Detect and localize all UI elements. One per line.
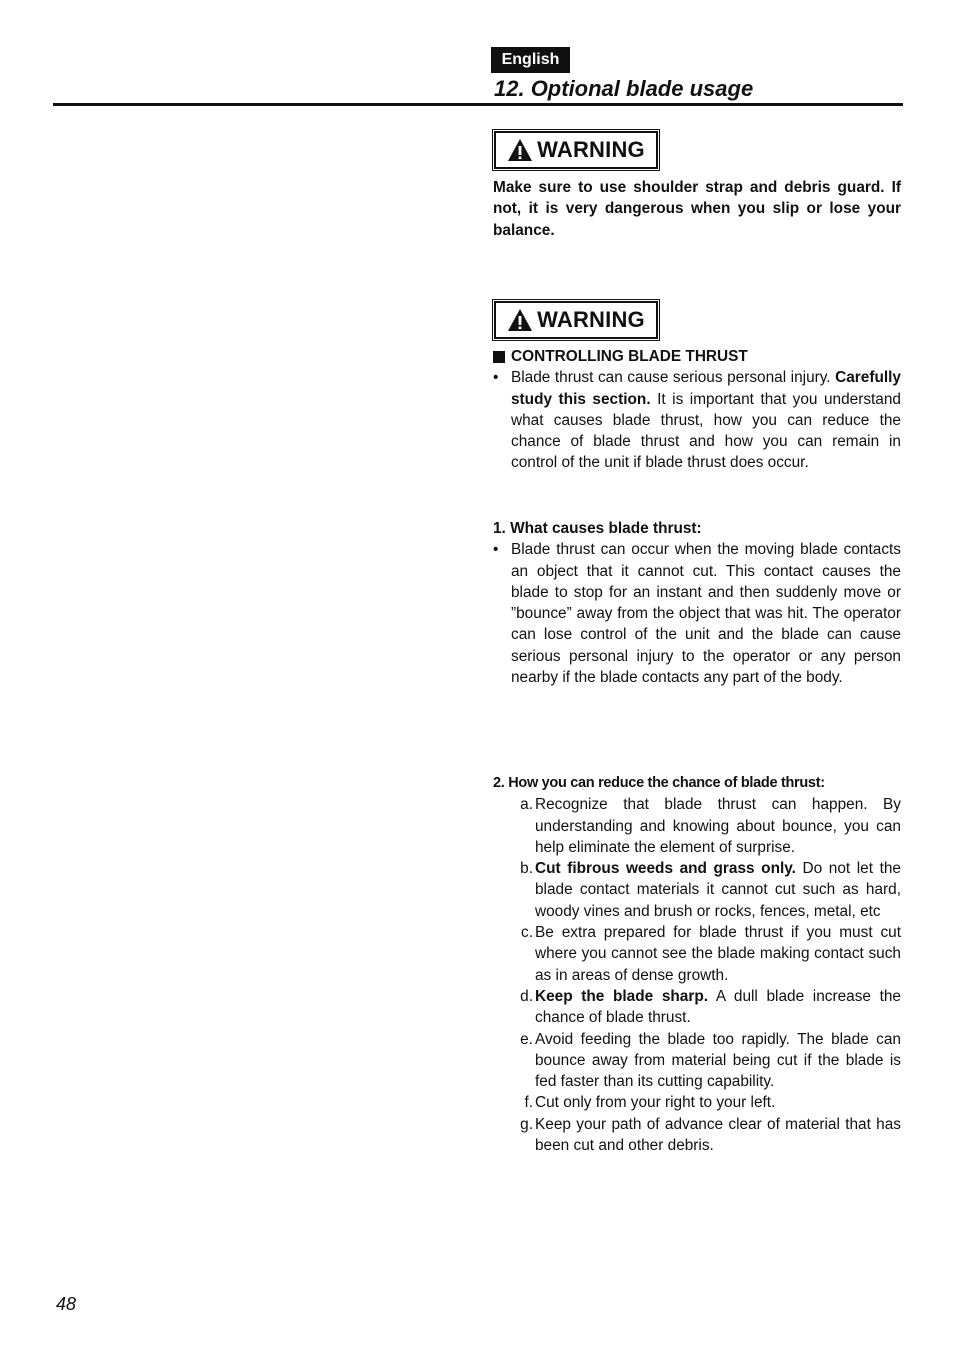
bullet-text-start: Blade thrust can cause serious personal injury. [511,369,836,387]
causes-block [493,518,901,688]
list-item [493,1114,901,1157]
warning-text: Make sure to use shoulder strap and debris guard. If not, it is very dangerous when you slip or lose your balance. [493,179,901,239]
warning-box [494,131,658,169]
bullet-paragraph [493,539,901,688]
subsection-heading-text: CONTROLLING BLADE THRUST [511,348,748,365]
list-item [493,858,901,922]
reduce-heading: 2. How you can reduce the chance of blade thrust: [493,775,825,791]
list-item-text: Recognize that blade thrust can happen. By understanding and knowing about bounce, you can help eliminate the element of surprise. [535,796,901,856]
bullet-paragraph [493,367,901,473]
list-item-text: Be extra prepared for blade thrust if you must cut where you cannot see the blade making contact such as in areas of dense growth. [535,924,901,984]
bullet-text-end: It is important that you understand what causes blade thrust, how you can reduce the chance of blade thrust and how you can remain in control of the unit if blade thrust does occur. [511,390,901,472]
list-item [493,794,901,858]
list-letter: b. [520,860,533,878]
warning-text-block [493,177,901,241]
warning-label: WARNING [537,137,645,162]
subsection-heading [493,346,901,367]
page-number: 48 [56,1294,77,1314]
header-rule [53,103,903,106]
bullet-text-bold: Carefully study this section. [511,369,901,408]
list-item [493,1029,901,1093]
list-item-text: Keep your path of advance clear of material that has been cut and other debris. [535,1115,901,1155]
causes-text: Blade thrust can occur when the moving blade contacts an object that it cannot cut. This contact causes the blade to stop for an instant and then suddenly move or ”bounce” away from the object that was hit. The operator can lose control of the unit and the blade can cause serious personal injury to the operator or any person nearby if the blade contacts any part of the body. [511,541,901,687]
list-item-text: A dull blade increase the chance of blade thrust. [535,987,901,1027]
list-item [493,1092,901,1113]
square-bullet-icon [493,351,505,363]
list-letter: f. [524,1094,533,1112]
list-letter: a. [520,796,533,814]
warning-triangle-icon [507,138,533,162]
warning-label: WARNING [537,307,645,332]
list-letter: d. [520,987,533,1005]
bullet-icon: • [493,369,499,387]
list-item [493,922,901,986]
list-item-bold: Cut fibrous weeds and grass only. [535,860,796,878]
list-item-text: Cut only from your right to your left. [535,1094,776,1112]
reduce-block [493,773,901,1156]
bullet-icon: • [493,541,499,559]
list-item-bold: Keep the blade sharp. [535,987,709,1005]
blade-thrust-block [493,346,901,474]
list-item-text: Do not let the blade contact materials it cannot cut such as hard, woody vines and brush or rocks, fences, metal, etc [535,860,901,920]
list-letter: g. [520,1115,533,1133]
warning-box [494,301,658,339]
list-letter: e. [520,1030,533,1048]
warning-triangle-icon [507,308,533,332]
section-title: 12. Optional blade usage [494,76,754,101]
causes-heading: 1. What causes blade thrust: [493,520,702,537]
list-letter: c. [521,924,533,942]
language-badge: English [491,47,570,73]
list-item [493,986,901,1029]
list-item-text: Avoid feeding the blade too rapidly. The blade can bounce away from material being cut if the blade is fed faster than its cutting capability. [535,1030,901,1091]
